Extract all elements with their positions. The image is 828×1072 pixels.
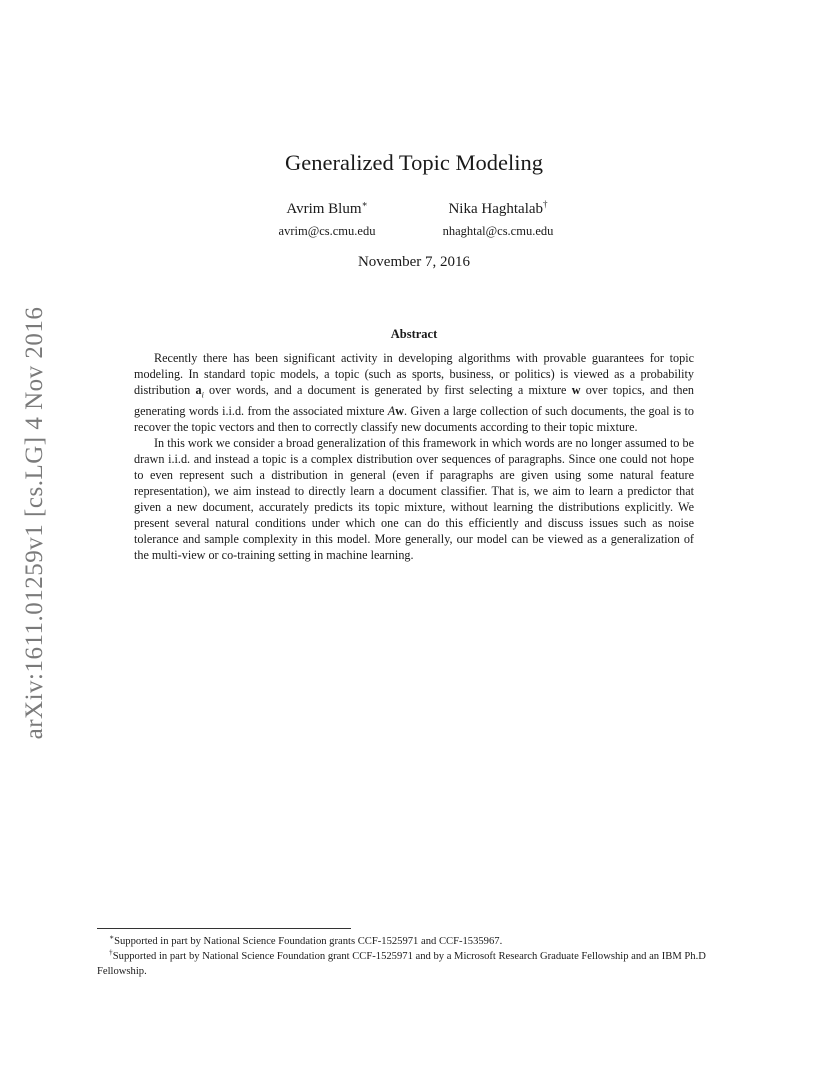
- footnote-mark-1: ∗: [109, 932, 115, 942]
- paper-date: November 7, 2016: [357, 254, 471, 270]
- footnote-mark-2: †: [109, 947, 113, 957]
- footnote-1: ∗Supported in part by National Science Foundation grants CCF-1525971 and CCF-1535967.: [109, 932, 503, 947]
- author-block-1: [262, 201, 392, 239]
- math-symbol-a: a: [195, 383, 202, 397]
- math-symbol-A: A: [387, 404, 396, 419]
- author-footnote-mark-2: †: [543, 199, 548, 209]
- abstract-paragraph-1: Recently there has been significant activity in developing algorithms with provable guarantees for topic modeling. In standard topic models, a topic (such as sports, business, or politics) is viewed as a probability distribution $a_i$ over words, and a document is generated by first selecting a mixture w over topics, and then generating words i.i.d. from the associated mixture Aw. Given a large collection of such documents, the goal is to recover the topic vectors and then to correctly classify new documents according to their topic mixture.: [134, 351, 694, 435]
- abstract-body: [134, 350, 694, 563]
- author-name-1: Avrim Blum∗: [286, 199, 368, 217]
- footnote-divider: [97, 928, 351, 929]
- footnote-2: †Supported in part by National Science Foundation grant CCF-1525971 and by a Microsoft Research Graduate Fellowship and an IBM Ph.D Fellowship.: [97, 947, 706, 977]
- author-footnote-mark-1: ∗: [361, 199, 368, 209]
- arxiv-identifier-text: arXiv:1611.01259v1 [cs.LG] 4 Nov 2016: [21, 306, 48, 740]
- author-email-2: nhaghtal@cs.cmu.edu: [442, 224, 554, 238]
- abstract-heading: Abstract: [390, 327, 438, 341]
- math-subscript-i: i: [201, 390, 204, 400]
- math-symbol-w: w: [571, 383, 581, 397]
- paper-title: Generalized Topic Modeling: [285, 150, 543, 175]
- math-symbol-w-2: w: [395, 404, 405, 419]
- footnotes: [97, 934, 733, 979]
- author-email-1: avrim@cs.cmu.edu: [278, 224, 376, 238]
- author-name-2: Nika Haghtalab†: [448, 199, 548, 217]
- arxiv-identifier-stamp: [18, 288, 52, 758]
- abstract-paragraph-2: In this work we consider a broad generalization of this framework in which words are no longer assumed to be drawn i.i.d. and instead a topic is a complex distribution over sequences of paragraphs. Since one could not hope to even represent such a distribution in general (even if paragraphs are given using some natural feature representation), we aim instead to directly learn a document classifier. That is, we aim to learn a predictor that given a new document, accurately predicts its topic mixture, without learning the distributions explicitly. We present several natural conditions under which one can do this efficiently and discuss issues such as noise tolerance and sample complexity in this model. More generally, our model can be viewed as a generalization of the multi-view or co-training setting in machine learning.: [134, 436, 694, 563]
- author-block-2: [428, 201, 568, 239]
